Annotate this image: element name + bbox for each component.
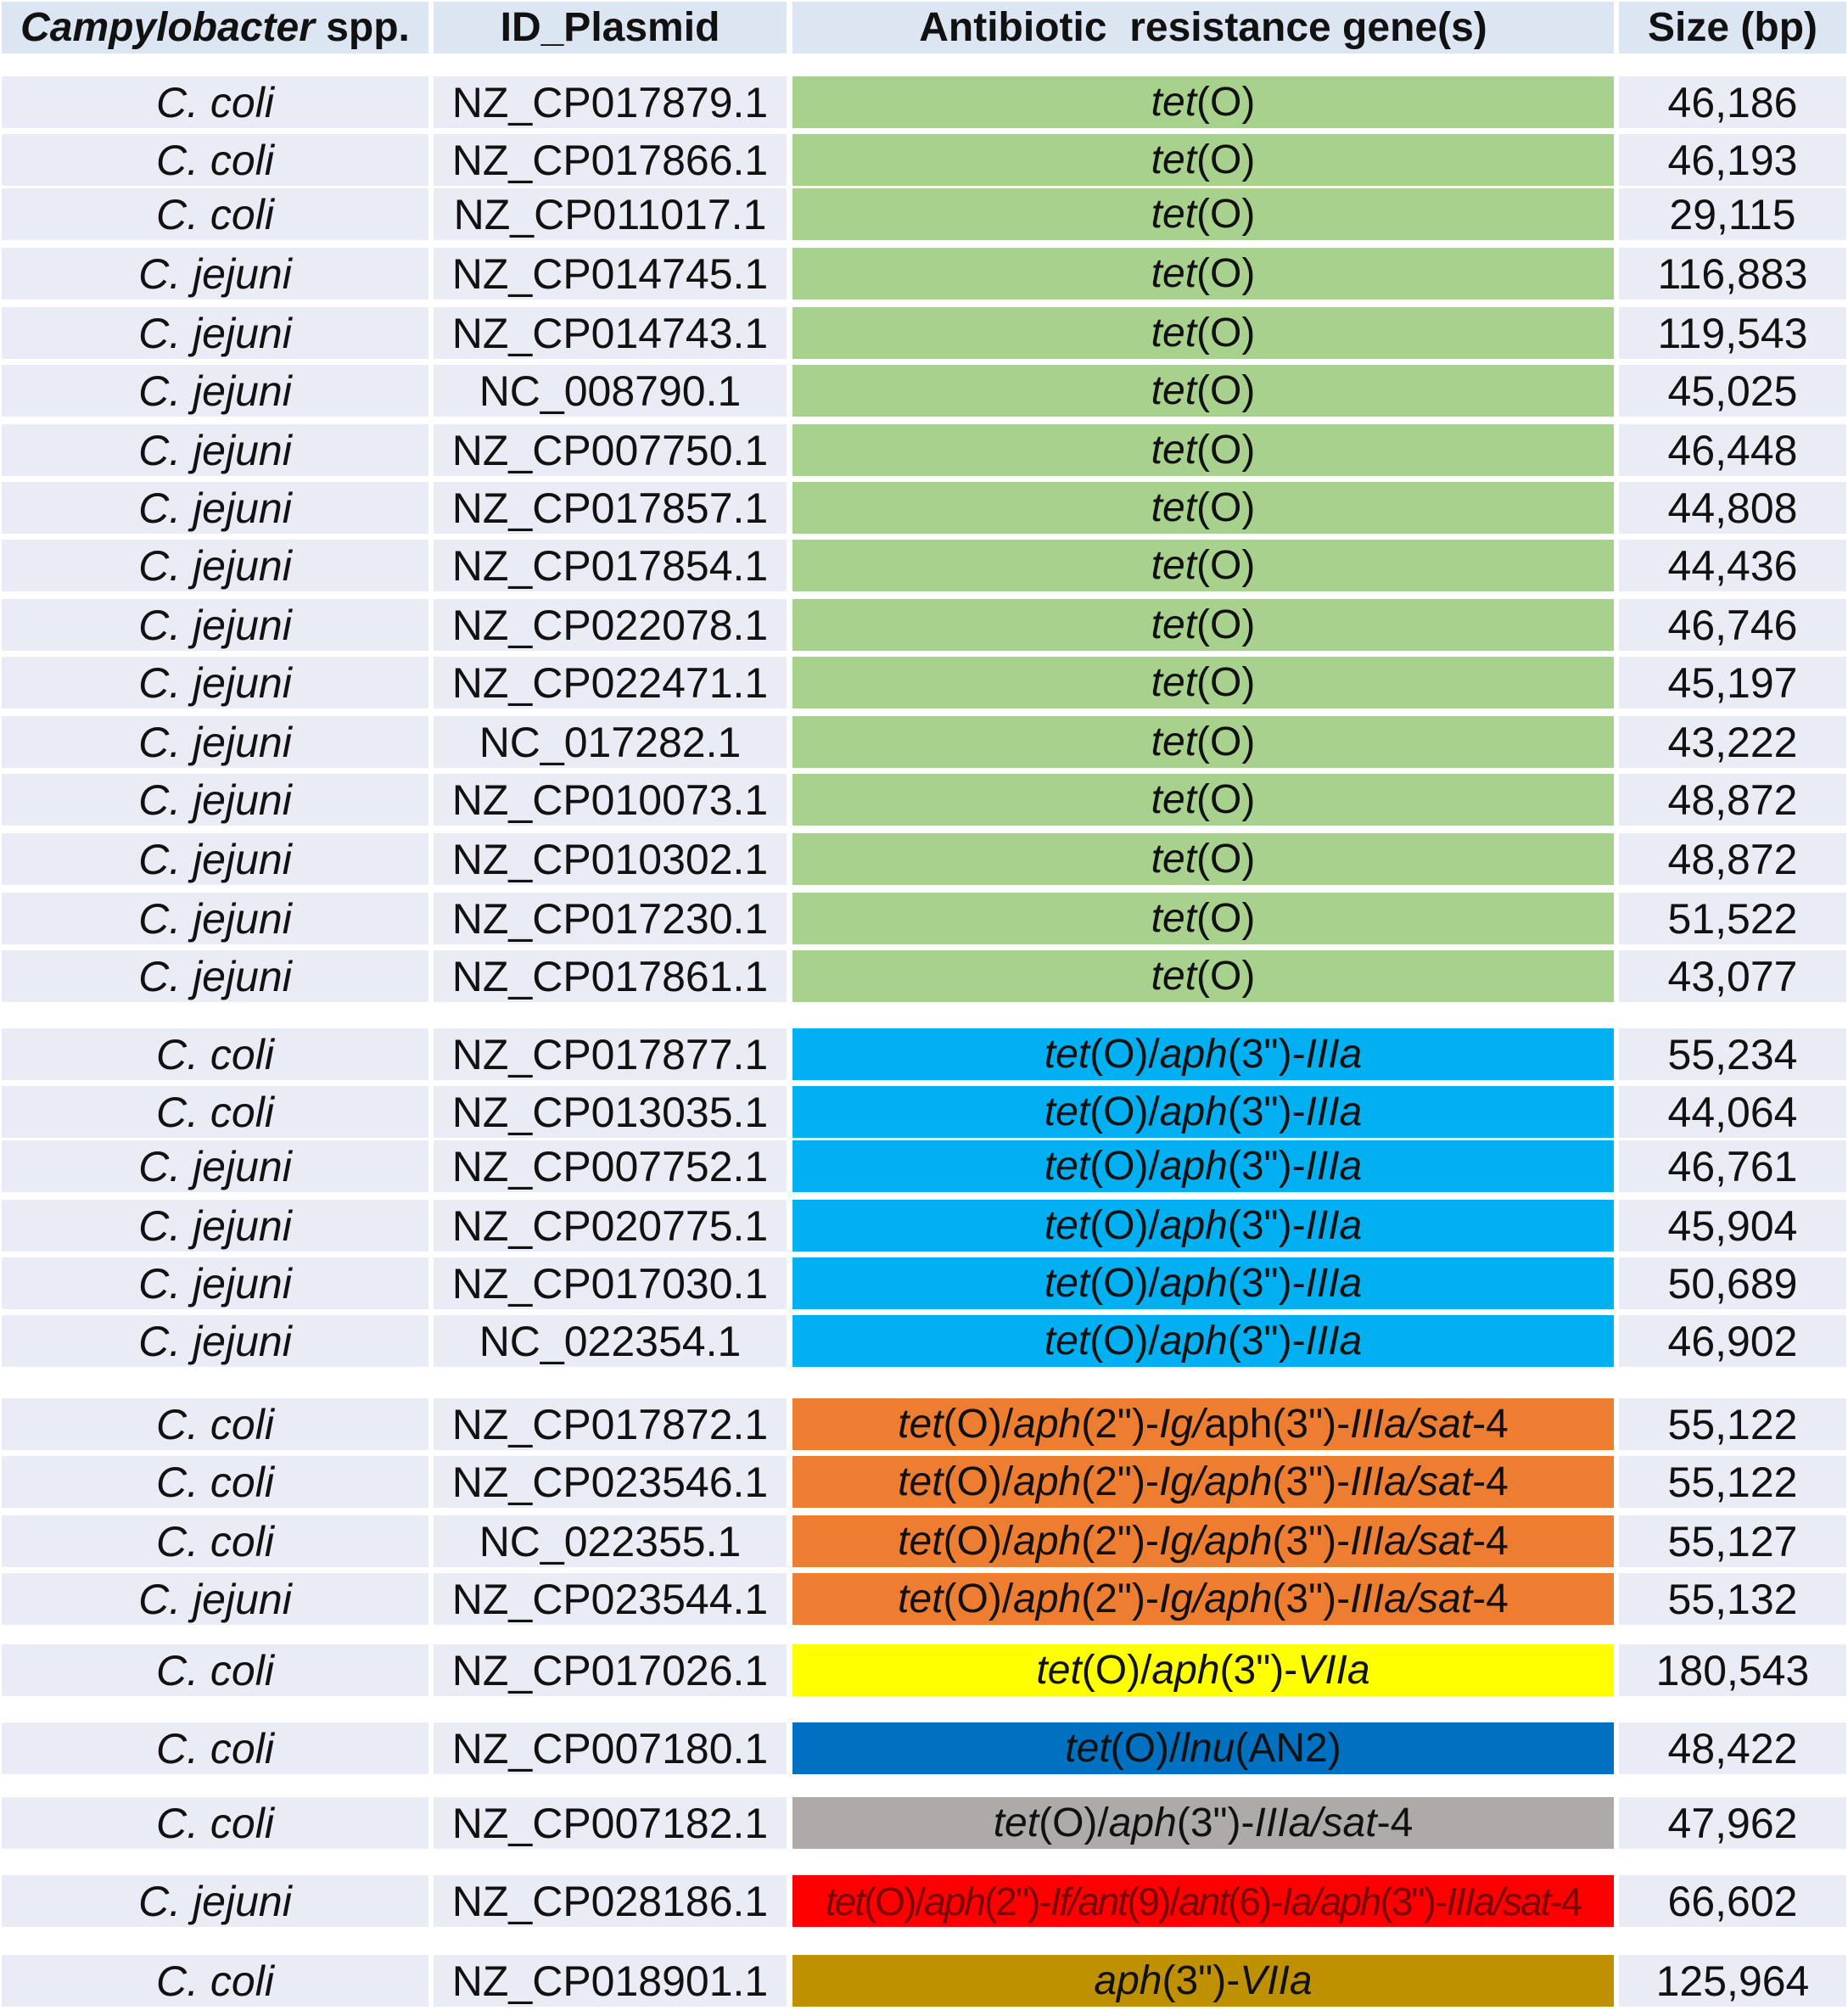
gene-text-part: aph — [1151, 1648, 1220, 1693]
resistance-genes-cell — [792, 1573, 1614, 1625]
plasmid-id-cell: NZ_CP014745.1 — [434, 248, 787, 300]
gene-text-part: (O) — [1196, 137, 1256, 182]
size-cell: 45,197 — [1619, 657, 1846, 708]
gene-text-part: aph — [1159, 1144, 1228, 1189]
gene-text-part: aph — [1013, 1459, 1082, 1504]
gene-text-part: tet — [1151, 602, 1197, 647]
table-row — [0, 1515, 1848, 1571]
plasmid-id-cell: NZ_CP020775.1 — [434, 1200, 787, 1252]
size-cell: 46,186 — [1619, 76, 1846, 128]
header-id: ID_Plasmid — [434, 2, 787, 53]
species-cell: C. jejuni — [2, 1140, 428, 1192]
resistance-genes-cell — [792, 1315, 1614, 1367]
gene-text-part: tet — [898, 1402, 944, 1447]
species-cell: C. jejuni — [2, 657, 428, 708]
gene-text-part: tet — [993, 1800, 1039, 1845]
gene-text-part: (3")- — [1227, 1203, 1306, 1248]
plasmid-id-cell: NZ_CP007180.1 — [434, 1722, 787, 1774]
gene-text-part: aph — [1013, 1519, 1082, 1564]
gene-text-part: (O) — [1196, 543, 1256, 588]
gene-text-part: tet — [1151, 837, 1197, 882]
gene-text-part: tet — [825, 1879, 864, 1924]
gene-text-part: (O) — [1196, 428, 1256, 473]
gene-text-part: (O) — [1196, 777, 1256, 822]
gene-text-part: -4 — [1472, 1459, 1509, 1504]
gene-text-part: ant — [1179, 1879, 1228, 1924]
resistance-genes-cell — [792, 657, 1614, 708]
size-cell: 51,522 — [1619, 893, 1846, 944]
table-row — [0, 716, 1848, 772]
table-row — [0, 1955, 1848, 2011]
gene-text-part: aph — [1159, 1319, 1228, 1364]
size-cell: 48,872 — [1619, 774, 1846, 826]
gene-text-part: tet — [1151, 192, 1197, 237]
gene-text-part: (O) — [1196, 896, 1256, 941]
table-row — [0, 482, 1848, 538]
plasmid-id-cell: NZ_CP017866.1 — [434, 134, 787, 186]
gene-text-part: IIIa — [1305, 1203, 1363, 1248]
gene-text-part: (O)/ — [1089, 1203, 1160, 1248]
gene-text-part: tet — [1065, 1726, 1111, 1771]
resistance-genes-cell — [792, 1456, 1614, 1508]
gene-text-part: VIIa — [1297, 1648, 1370, 1693]
species-cell: C. coli — [2, 1028, 428, 1080]
resistance-genes-cell — [792, 1200, 1614, 1252]
gene-text-part: (2")- — [1081, 1402, 1159, 1447]
resistance-genes-cell — [792, 1955, 1614, 2007]
gene-text-part: aph(3")- — [1204, 1402, 1351, 1447]
table-row — [0, 424, 1848, 480]
species-cell: C. jejuni — [2, 424, 428, 476]
resistance-genes-cell — [792, 1086, 1614, 1138]
gene-text-part: tet — [1151, 368, 1197, 413]
table-row — [0, 1140, 1848, 1196]
header-size: Size (bp) — [1619, 2, 1846, 53]
species-cell: C. jejuni — [2, 950, 428, 1002]
gene-text-part: (O)/ — [1089, 1089, 1160, 1134]
plasmid-id-cell: NZ_CP017872.1 — [434, 1398, 787, 1450]
gene-text-part: -4 — [1472, 1519, 1509, 1564]
size-cell: 55,132 — [1619, 1573, 1846, 1625]
gene-text-part: (O) — [1196, 602, 1256, 647]
gene-text-part: tet — [1151, 428, 1197, 473]
gene-text-part: tet — [1044, 1089, 1090, 1134]
size-cell: 44,064 — [1619, 1086, 1846, 1138]
plasmid-id-cell: NC_008790.1 — [434, 365, 787, 417]
gene-text-part: IIIa — [1305, 1144, 1363, 1189]
size-cell: 44,808 — [1619, 482, 1846, 534]
size-cell: 43,077 — [1619, 950, 1846, 1002]
gene-text-part: tet — [898, 1519, 944, 1564]
gene-text-part: (3")- — [1272, 1519, 1351, 1564]
resistance-genes-cell — [792, 1257, 1614, 1309]
table-row — [0, 1398, 1848, 1454]
size-cell: 119,543 — [1619, 307, 1846, 359]
size-cell: 125,964 — [1619, 1955, 1846, 2007]
gene-text-part: tet — [1036, 1648, 1082, 1693]
gene-text-part: Ig/aph — [1158, 1519, 1273, 1564]
size-cell: 47,962 — [1619, 1797, 1846, 1849]
table-row — [0, 248, 1848, 304]
gene-text-part: tet — [898, 1459, 944, 1504]
size-cell: 55,122 — [1619, 1456, 1846, 1508]
species-cell: C. coli — [2, 1644, 428, 1696]
gene-text-part: -4 — [1376, 1800, 1414, 1845]
plasmid-id-cell: NZ_CP007752.1 — [434, 1140, 787, 1192]
header-species — [2, 2, 428, 53]
plasmid-id-cell: NZ_CP028186.1 — [434, 1875, 787, 1927]
gene-text-part: (O) — [1196, 660, 1256, 705]
size-cell: 48,872 — [1619, 833, 1846, 885]
table-row — [0, 950, 1848, 1006]
resistance-genes-cell — [792, 482, 1614, 534]
gene-text-part: aph — [1159, 1261, 1228, 1306]
gene-text-part: Ig/aph — [1158, 1576, 1273, 1621]
plasmid-id-cell: NC_022354.1 — [434, 1315, 787, 1367]
gene-text-part: IIIa/sat — [1254, 1800, 1377, 1845]
table-row — [0, 833, 1848, 889]
resistance-genes-cell — [792, 1515, 1614, 1567]
gene-text-part: (3")- — [1162, 1958, 1240, 2003]
species-cell: C. coli — [2, 1722, 428, 1774]
species-cell: C. coli — [2, 188, 428, 240]
species-cell: C. coli — [2, 1086, 428, 1138]
gene-text-part: IIIa/sat — [1350, 1459, 1473, 1504]
gene-text-part: tet — [1151, 954, 1197, 999]
table-row — [0, 1722, 1848, 1778]
gene-text-part: (2")- — [983, 1879, 1050, 1924]
table-row — [0, 1200, 1848, 1256]
resistance-genes-cell — [792, 248, 1614, 300]
table-row — [0, 1086, 1848, 1142]
table-row — [0, 1456, 1848, 1512]
plasmid-id-cell: NZ_CP018901.1 — [434, 1955, 787, 2007]
table-row — [0, 893, 1848, 949]
resistance-genes-cell — [792, 599, 1614, 651]
gene-text-part: aph — [1013, 1576, 1082, 1621]
gene-text-part: tet — [1151, 777, 1197, 822]
gene-text-part: (3")- — [1227, 1032, 1306, 1077]
gene-text-part: (O) — [1196, 720, 1256, 764]
gene-text-part: tet — [1151, 720, 1197, 764]
table-row — [0, 657, 1848, 713]
gene-text-part: (O)/ — [943, 1459, 1014, 1504]
gene-text-part: tet — [1151, 485, 1197, 530]
species-cell: C. coli — [2, 1955, 428, 2007]
gene-text-part: (O) — [1196, 954, 1256, 999]
plasmid-id-cell: NZ_CP017230.1 — [434, 893, 787, 944]
gene-text-part: tet — [898, 1576, 944, 1621]
size-cell: 45,904 — [1619, 1200, 1846, 1252]
resistance-genes-cell — [792, 774, 1614, 826]
table-row — [0, 307, 1848, 363]
gene-text-part: Ig/aph — [1158, 1459, 1273, 1504]
gene-text-part: (3")- — [1227, 1319, 1306, 1364]
gene-text-part: IIIa — [1305, 1261, 1363, 1306]
gene-text-part: (O) — [1196, 368, 1256, 413]
gene-text-part: tet — [1044, 1203, 1090, 1248]
species-cell: C. jejuni — [2, 599, 428, 651]
species-cell: C. coli — [2, 76, 428, 128]
resistance-genes-cell — [792, 188, 1614, 240]
size-cell: 46,761 — [1619, 1140, 1846, 1192]
species-cell: C. coli — [2, 1797, 428, 1849]
gene-text-part: aph — [1013, 1402, 1082, 1447]
gene-text-part: IIIa — [1305, 1319, 1363, 1364]
gene-text-part: IIIa — [1305, 1032, 1363, 1077]
plasmid-id-cell: NC_022355.1 — [434, 1515, 787, 1567]
gene-text-part: (6)- — [1227, 1879, 1282, 1924]
resistance-genes-cell — [792, 833, 1614, 885]
table-row — [0, 134, 1848, 190]
gene-text-part: -4 — [1472, 1402, 1509, 1447]
species-cell: C. jejuni — [2, 307, 428, 359]
table-row — [0, 774, 1848, 830]
gene-text-part: (O)/ — [943, 1402, 1014, 1447]
gene-text-part: tet — [1151, 896, 1197, 941]
resistance-genes-cell — [792, 1644, 1614, 1696]
species-cell: C. jejuni — [2, 248, 428, 300]
species-cell: C. jejuni — [2, 716, 428, 768]
gene-text-part: (O)/ — [1039, 1800, 1109, 1845]
gene-text-part: (O) — [1196, 837, 1256, 882]
gene-text-part: (O) — [1196, 192, 1256, 237]
species-cell: C. jejuni — [2, 774, 428, 826]
resistance-genes-cell — [792, 76, 1614, 128]
gene-text-part: IIIa — [1305, 1089, 1363, 1134]
gene-text-part: aph — [1159, 1203, 1228, 1248]
resistance-genes-cell — [792, 365, 1614, 417]
size-cell: 55,127 — [1619, 1515, 1846, 1567]
plasmid-id-cell: NZ_CP013035.1 — [434, 1086, 787, 1138]
gene-text-part: tet — [1151, 660, 1197, 705]
plasmid-id-cell: NC_017282.1 — [434, 716, 787, 768]
gene-text-part: tet — [1151, 137, 1197, 182]
plasmid-id-cell: NZ_CP010073.1 — [434, 774, 787, 826]
plasmid-id-cell: NZ_CP017857.1 — [434, 482, 787, 534]
species-cell: C. coli — [2, 134, 428, 186]
resistance-genes-cell — [792, 1722, 1614, 1774]
table-row — [0, 76, 1848, 132]
gene-text-part: If/ant — [1050, 1879, 1127, 1924]
resistance-genes-cell — [792, 716, 1614, 768]
size-cell: 46,448 — [1619, 424, 1846, 476]
species-cell: C. jejuni — [2, 893, 428, 944]
size-cell: 66,602 — [1619, 1875, 1846, 1927]
gene-text-part: (2")- — [1081, 1576, 1159, 1621]
gene-text-part: tet — [1044, 1144, 1090, 1189]
table-row — [0, 1797, 1848, 1853]
plasmid-id-cell: NZ_CP014743.1 — [434, 307, 787, 359]
plasmid-id-cell: NZ_CP022078.1 — [434, 599, 787, 651]
resistance-genes-cell — [792, 1028, 1614, 1080]
gene-text-part: (3")- — [1176, 1800, 1255, 1845]
gene-text-part: tet — [1044, 1261, 1090, 1306]
resistance-genes-cell — [792, 893, 1614, 944]
gene-text-part: tet — [1044, 1032, 1090, 1077]
plasmid-id-cell: NZ_CP010302.1 — [434, 833, 787, 885]
header-row — [0, 2, 1848, 58]
gene-text-part: (3")- — [1380, 1879, 1447, 1924]
size-cell: 46,746 — [1619, 599, 1846, 651]
gene-text-part: IIIa/sat — [1350, 1402, 1473, 1447]
gene-text-part: (O) — [1196, 251, 1256, 296]
species-cell: C. coli — [2, 1456, 428, 1508]
table-row — [0, 1644, 1848, 1700]
gene-text-part: (3")- — [1272, 1576, 1351, 1621]
resistance-genes-cell — [792, 424, 1614, 476]
gene-text-part: (O)/ — [1110, 1726, 1181, 1771]
species-cell: C. jejuni — [2, 1573, 428, 1625]
species-cell: C. jejuni — [2, 365, 428, 417]
table-row — [0, 1257, 1848, 1313]
gene-text-part: (3")- — [1227, 1144, 1306, 1189]
gene-text-part: tet — [1151, 251, 1197, 296]
gene-text-part: -4 — [1472, 1576, 1509, 1621]
gene-text-part: aph — [1159, 1032, 1228, 1077]
species-cell: C. jejuni — [2, 1875, 428, 1927]
size-cell: 46,902 — [1619, 1315, 1846, 1367]
size-cell: 180,543 — [1619, 1644, 1846, 1696]
gene-text-part: (O) — [1196, 485, 1256, 530]
species-cell: C. jejuni — [2, 482, 428, 534]
plasmid-id-cell: NZ_CP017861.1 — [434, 950, 787, 1002]
gene-text-part: VIIa — [1240, 1958, 1313, 2003]
plasmid-id-cell: NZ_CP022471.1 — [434, 657, 787, 708]
gene-text-part: (O)/ — [943, 1576, 1014, 1621]
gene-text-part: (O)/ — [1089, 1032, 1160, 1077]
size-cell: 44,436 — [1619, 540, 1846, 591]
header-species-suffix: spp. — [314, 5, 410, 50]
gene-text-part: (3")- — [1219, 1648, 1298, 1693]
gene-text-part: (O)/ — [943, 1519, 1014, 1564]
gene-text-part: tet — [1151, 311, 1197, 356]
species-cell: C. jejuni — [2, 833, 428, 885]
resistance-genes-cell — [792, 1140, 1614, 1192]
resistance-genes-cell — [792, 134, 1614, 186]
header-genes: Antibiotic resistance gene(s) — [792, 2, 1614, 53]
gene-text-part: IIIa/sat — [1350, 1519, 1473, 1564]
species-cell: C. jejuni — [2, 1257, 428, 1309]
size-cell: 48,422 — [1619, 1722, 1846, 1774]
table-row — [0, 540, 1848, 596]
resistance-genes-cell — [792, 1875, 1614, 1927]
gene-text-part: tet — [1044, 1319, 1090, 1364]
plasmid-id-cell: NZ_CP011017.1 — [434, 188, 787, 240]
gene-text-part: aph — [1108, 1800, 1177, 1845]
gene-text-part: (O)/ — [1081, 1648, 1152, 1693]
resistance-genes-cell — [792, 540, 1614, 591]
species-cell: C. coli — [2, 1398, 428, 1450]
gene-text-part: (AN2) — [1235, 1726, 1341, 1771]
resistance-genes-cell — [792, 1398, 1614, 1450]
table-row — [0, 1875, 1848, 1931]
plasmid-id-cell: NZ_CP017854.1 — [434, 540, 787, 591]
gene-text-part: aph — [1094, 1958, 1162, 2003]
table-row — [0, 188, 1848, 244]
gene-text-part: tet — [1151, 80, 1197, 125]
size-cell: 55,234 — [1619, 1028, 1846, 1080]
size-cell: 29,115 — [1619, 188, 1846, 240]
gene-text-part: (2")- — [1081, 1459, 1159, 1504]
table-row — [0, 1573, 1848, 1629]
species-cell: C. jejuni — [2, 1200, 428, 1252]
plasmid-id-cell: NZ_CP023544.1 — [434, 1573, 787, 1625]
gene-text-part: (O)/ — [1089, 1319, 1160, 1364]
table-row — [0, 599, 1848, 655]
gene-text-part: (2")- — [1081, 1519, 1159, 1564]
gene-text-part: aph — [1159, 1089, 1228, 1134]
gene-text-part: (O) — [1196, 311, 1256, 356]
table-row — [0, 365, 1848, 421]
size-cell: 55,122 — [1619, 1398, 1846, 1450]
species-cell: C. jejuni — [2, 540, 428, 591]
plasmid-id-cell: NZ_CP007750.1 — [434, 424, 787, 476]
header-species-genus: Campylobacter — [20, 5, 315, 50]
resistance-genes-cell — [792, 307, 1614, 359]
gene-text-part: IIIa/sat — [1350, 1576, 1473, 1621]
gene-text-part: Ig/ — [1158, 1402, 1205, 1447]
species-cell: C. jejuni — [2, 1315, 428, 1367]
size-cell: 46,193 — [1619, 134, 1846, 186]
gene-text-part: (O)/ — [1089, 1144, 1160, 1189]
gene-text-part: aph — [924, 1879, 984, 1924]
gene-text-part: (3")- — [1227, 1089, 1306, 1134]
size-cell: 43,222 — [1619, 716, 1846, 768]
plasmid-id-cell: NZ_CP017030.1 — [434, 1257, 787, 1309]
gene-text-part: Ia/aph — [1281, 1879, 1380, 1924]
gene-text-part: (O)/ — [1089, 1261, 1160, 1306]
gene-text-part: (O)/ — [863, 1879, 925, 1924]
table-row — [0, 1315, 1848, 1371]
plasmid-id-cell: NZ_CP017026.1 — [434, 1644, 787, 1696]
size-cell: 45,025 — [1619, 365, 1846, 417]
gene-text-part: IIIa/sat — [1446, 1879, 1550, 1924]
species-cell: C. coli — [2, 1515, 428, 1567]
table-row — [0, 1028, 1848, 1084]
size-cell: 116,883 — [1619, 248, 1846, 300]
plasmid-id-cell: NZ_CP017879.1 — [434, 76, 787, 128]
plasmid-id-cell: NZ_CP017877.1 — [434, 1028, 787, 1080]
gene-text-part: (O) — [1196, 80, 1256, 125]
gene-text-part: (3")- — [1272, 1459, 1351, 1504]
gene-text-part: tet — [1151, 543, 1197, 588]
gene-text-part: (9)/ — [1127, 1879, 1179, 1924]
resistance-genes-cell — [792, 1797, 1614, 1849]
plasmid-id-cell: NZ_CP007182.1 — [434, 1797, 787, 1849]
gene-text-part: lnu — [1180, 1726, 1235, 1771]
gene-text-part: (3")- — [1227, 1261, 1306, 1306]
size-cell: 50,689 — [1619, 1257, 1846, 1309]
gene-text-part: -4 — [1549, 1879, 1582, 1924]
resistance-genes-cell — [792, 950, 1614, 1002]
plasmid-id-cell: NZ_CP023546.1 — [434, 1456, 787, 1508]
